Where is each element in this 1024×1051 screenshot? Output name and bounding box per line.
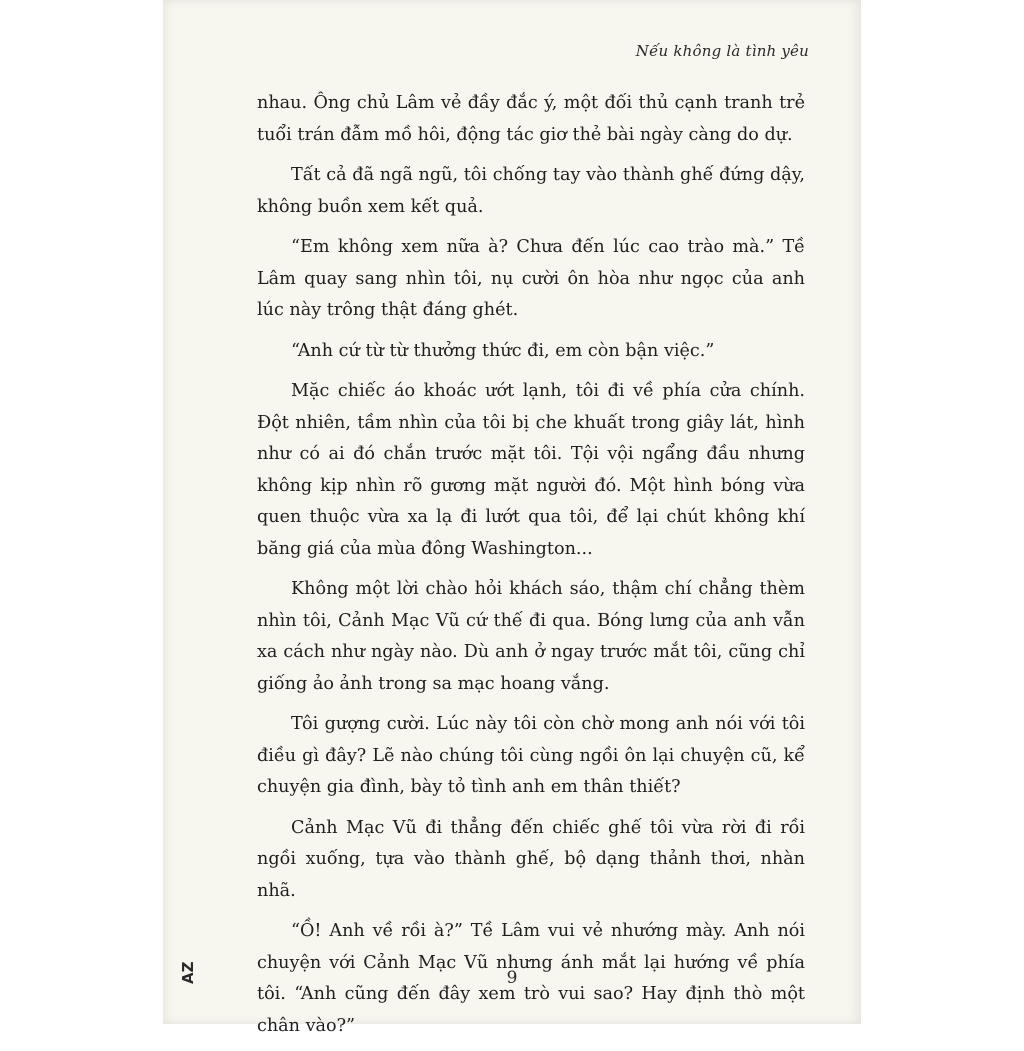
page-number: 9 bbox=[506, 968, 518, 988]
paragraph: “Anh cứ từ từ thưởng thức đi, em còn bận việc.” bbox=[291, 340, 715, 361]
paragraph: Cảnh Mạc Vũ đi thẳng đến chiếc ghế tôi vừa rời đi rồi ngồi xuống, tựa vào thành ghế, bộ dạng thảnh thơi, nhàn nhã. bbox=[257, 817, 805, 901]
paragraph: Mặc chiếc áo khoác ướt lạnh, tôi đi về phía cửa chính. Đột nhiên, tầm nhìn của tôi bị che khuất trong giây lát, hình như có ai đó chắn trước mặt tôi. Tội vội ngẩng đầu nhưng không kịp nhìn rõ gương mặt người đó. Một hình bóng vừa quen thuộc vừa xa lạ đi lướt qua tôi, để lại chút không khí băng giá của mùa đông Washington... bbox=[257, 381, 805, 559]
publisher-logo-text: AZ bbox=[179, 961, 197, 984]
body-text bbox=[257, 88, 805, 1051]
running-header-title: Nếu không là tình yêu bbox=[635, 42, 809, 60]
book-page bbox=[163, 0, 861, 1036]
paragraph: Tôi gượng cười. Lúc này tôi còn chờ mong anh nói với tôi điều gì đây? Lẽ nào chúng tôi cùng ngồi ôn lại chuyện cũ, kể chuyện gia đình, bày tỏ tình anh em thân thiết? bbox=[257, 714, 805, 797]
paragraph: “Ồ! Anh về rồi à?” Tề Lâm vui vẻ nhướng mày. Anh nói chuyện với Cảnh Mạc Vũ nhưng ánh mắt lại hướng về phía tôi. “Anh cũng đến đây xem trò vui sao? Hay định thò một chân vào?” bbox=[257, 921, 805, 1036]
paragraph: “Em không xem nữa à? Chưa đến lúc cao trào mà.” Tề Lâm quay sang nhìn tôi, nụ cười ôn hòa như ngọc của anh lúc này trông thật đáng ghét. bbox=[257, 237, 805, 320]
paragraph: nhau. Ông chủ Lâm vẻ đầy đắc ý, một đối thủ cạnh tranh trẻ tuổi trán đẫm mồ hôi, động tác giơ thẻ bài ngày càng do dự. bbox=[257, 93, 805, 145]
paragraph: Tất cả đã ngã ngũ, tôi chống tay vào thành ghế đứng dậy, không buồn xem kết quả. bbox=[257, 165, 805, 217]
paragraph: Không một lời chào hỏi khách sáo, thậm chí chẳng thèm nhìn tôi, Cảnh Mạc Vũ cứ thế đi qua. Bóng lưng của anh vẫn xa cách như ngày nào. Dù anh ở ngay trước mắt tôi, cũng chỉ giống ảo ảnh trong sa mạc hoang vắng. bbox=[257, 579, 805, 694]
